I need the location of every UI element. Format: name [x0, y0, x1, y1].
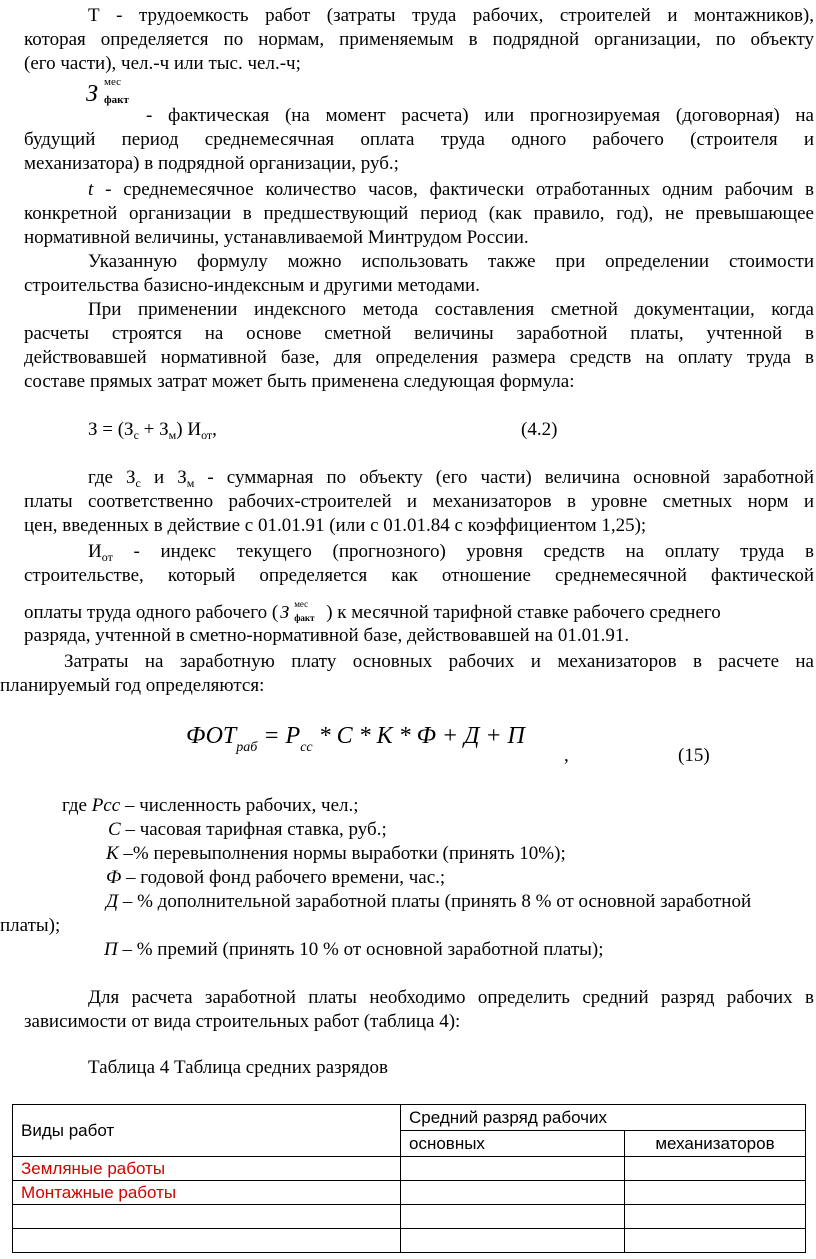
- definition-p: П – % премий (принять 10 % от основной заработной платы);: [104, 939, 604, 960]
- paragraph-grade-line-1: Для расчета заработной платы необходимо определить средний разряд рабочих в: [88, 987, 814, 1008]
- paragraph-index-iot-line-2: строительстве, который определяется как отношение среднемесячной фактической: [24, 565, 814, 586]
- definition-f: Ф – годовой фонд рабочего времени, час.;: [106, 867, 446, 888]
- paragraph-index-method-line-1: При применении индексного метода составления сметной документации, когда: [88, 299, 814, 320]
- table-row: [13, 1157, 806, 1181]
- table-caption: Таблица 4 Таблица средних разрядов: [88, 1057, 388, 1078]
- row-main-grade: [401, 1205, 625, 1229]
- z-fact-inline-symbol: З мес факт: [280, 599, 315, 623]
- paragraph-where-zs-line-3: цен, введенных в действие с 01.01.91 (или с 01.01.84 с коэффициентом 1,25);: [24, 515, 647, 536]
- formula-15: $ФОТ_{раб} = P_{сс} * C * К * Ф + Д + П$: [186, 723, 525, 755]
- formula-15-number: (15): [678, 745, 710, 766]
- paragraph-t-line-3: (его части), чел.-ч или тыс. чел.-ч;: [24, 53, 301, 74]
- paragraph-where-zs-line-1: где $З_с$ и $З_м$ - суммарная по объекту (его части) величина основной заработной: [88, 467, 814, 490]
- paragraph-t-line-1: Т - трудоемкость работ (затраты труда рабочих, строителей и монтажников),: [88, 5, 814, 26]
- paragraph-z-line-2: будущий период среднемесячная оплата труда одного рабочего (строителя и: [24, 129, 814, 150]
- paragraph-z-line-1: - фактическая (на момент расчета) или прогнозируемая (договорная) на: [146, 105, 814, 126]
- definition-k: К –% перевыполнения нормы выработки (принять 10%);: [106, 843, 566, 864]
- paragraph-index-method-line-3: действовавшей нормативной базе, для определения размера средств на оплату труда в: [24, 347, 814, 368]
- paragraph-formula-use-line-2: строительства базисно-индексным и другими методами.: [24, 275, 480, 296]
- row-mech-grade: [625, 1181, 806, 1205]
- table-row: [13, 1205, 806, 1229]
- row-mech-grade: [625, 1205, 806, 1229]
- paragraph-where-zs-line-2: платы соответственно рабочих-строителей и механизаторов в уровне сметных норм и: [24, 491, 814, 512]
- header-work-types: Виды работ: [13, 1105, 401, 1157]
- header-mechanics: механизаторов: [625, 1131, 806, 1157]
- table-row: [13, 1181, 806, 1205]
- row-mech-grade: [625, 1157, 806, 1181]
- row-work-type: [13, 1205, 401, 1229]
- table-row: [13, 1229, 806, 1253]
- paragraph-t-hours-line-1: t - среднемесячное количество часов, фактически отработанных одним рабочим в: [88, 179, 814, 200]
- formula-15-comma: ,: [564, 745, 569, 766]
- header-average-grade: Средний разряд рабочих: [401, 1105, 806, 1131]
- formula-4-2: $З = (З_с + З_м)$ $И_{от}$,: [88, 419, 217, 442]
- z-fact-symbol: З мес факт: [86, 76, 129, 107]
- definition-d: Д – % дополнительной заработной платы (принять 8 % от основной заработной: [106, 891, 752, 912]
- formula-4-2-number: (4.2): [521, 419, 558, 440]
- row-main-grade: [401, 1181, 625, 1205]
- paragraph-index-method-line-2: расчеты строятся на основе сметной величины заработной платы, учтенной в: [24, 323, 814, 344]
- row-work-type: [13, 1229, 401, 1253]
- row-mech-grade: [625, 1229, 806, 1253]
- row-work-type: Земляные работы: [13, 1157, 401, 1181]
- paragraph-index-iot-line-4: разряда, учтенной в сметно-нормативной базе, действовавшей на 01.01.91.: [24, 625, 630, 646]
- paragraph-costs-line-2: планируемый год определяются:: [0, 675, 265, 696]
- paragraph-index-iot-line-3: оплаты труда одного рабочего ( З мес факт ) к месячной тарифной ставке рабочего среднего: [24, 599, 721, 623]
- paragraph-t-line-2: которая определяется по нормам, применяемым в подрядной организации, по объекту: [24, 29, 814, 50]
- row-main-grade: [401, 1157, 625, 1181]
- paragraph-costs-line-1: Затраты на заработную плату основных рабочих и механизаторов в расчете на: [64, 651, 814, 672]
- average-grades-table: [12, 1104, 806, 1253]
- paragraph-index-iot-line-1: $И_{от}$ - индекс текущего (прогнозного) уровня средств на оплату труда в: [88, 541, 814, 564]
- definition-pcc: где Рсс – численность рабочих, чел.;: [62, 795, 359, 816]
- definition-c: С – часовая тарифная ставка, руб.;: [108, 819, 387, 840]
- paragraph-z-line-3: механизатора) в подрядной организации, руб.;: [24, 153, 399, 174]
- paragraph-t-hours-line-3: нормативной величины, устанавливаемой Минтрудом России.: [24, 227, 529, 248]
- definition-d-line-2: платы);: [0, 915, 61, 936]
- table-header-row-1: [13, 1105, 806, 1131]
- header-main-workers: основных: [401, 1131, 625, 1157]
- row-main-grade: [401, 1229, 625, 1253]
- paragraph-formula-use-line-1: Указанную формулу можно использовать также при определении стоимости: [88, 251, 814, 272]
- row-work-type: Монтажные работы: [13, 1181, 401, 1205]
- paragraph-t-hours-line-2: конкретной организации в предшествующий период (как правило, год), не превышающее: [24, 203, 814, 224]
- paragraph-index-method-line-4: составе прямых затрат может быть применена следующая формула:: [24, 371, 575, 392]
- paragraph-grade-line-2: зависимости от вида строительных работ (таблица 4):: [24, 1011, 461, 1032]
